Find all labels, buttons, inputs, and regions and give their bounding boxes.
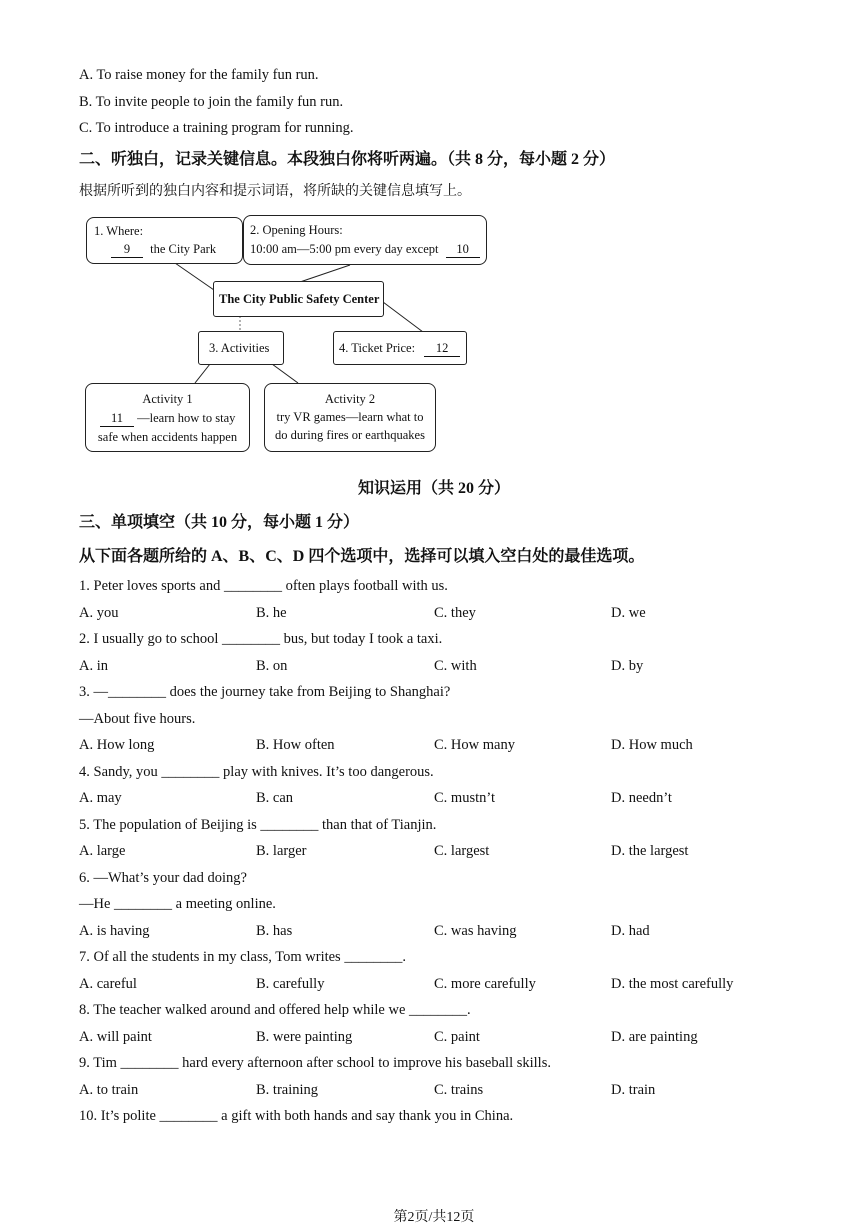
question-option[interactable]: D. the largest [611,843,689,859]
question-stem: 8. The teacher walked around and offered help while we ________. [79,1002,471,1018]
section-2-instruction: 根据所听到的独白内容和提示词语，将所缺的关键信息填写上。 [79,184,471,199]
question-stem: 2. I usually go to school ________ bus, but today I took a taxi. [79,631,443,647]
listening-option-a: A. To raise money for the family fun run. [79,67,319,83]
question-stem: 7. Of all the students in my class, Tom writes ________. [79,949,406,965]
question-option[interactable]: A. to train [79,1082,139,1098]
question-option[interactable]: A. in [79,658,108,674]
question-dialogue-line: —He ________ a meeting online. [79,896,276,912]
question-option[interactable]: B. can [256,790,294,806]
listening-option-c: C. To introduce a training program for running. [79,120,354,136]
question-stem: 10. It’s polite ________ a gift with both hands and say thank you in China. [79,1108,514,1124]
question-option[interactable]: B. were painting [256,1029,353,1045]
activity-1-line1: —learn how to stay [137,411,236,425]
question-option[interactable]: B. training [256,1082,319,1098]
hours-box [243,215,487,265]
question-option[interactable]: A. may [79,790,122,806]
question-option[interactable]: D. we [611,605,646,621]
question-option[interactable]: B. carefully [256,976,325,992]
question-stem: 5. The population of Beijing is ________ than that of Tianjin. [79,817,437,833]
section-3-title: 三、单项填空（共 10 分，每小题 1 分） [79,514,360,531]
section-3-instruction: 从下面各题所给的 A、B、C、D 四个选项中，选择可以填入空白处的最佳选项。 [79,548,645,565]
activity-2-line1: try VR games—learn what to [276,410,424,424]
activities-label: 3. Activities [209,341,270,355]
question-option[interactable]: A. will paint [79,1029,152,1045]
knowledge-title: 知识运用（共 20 分） [357,480,510,497]
section-2-title: 二、听独白，记录关键信息。本段独白你将听两遍。（共 8 分，每小题 2 分） [79,151,616,168]
question-option[interactable]: B. on [256,658,288,674]
question-option[interactable]: B. he [256,605,287,621]
question-option[interactable]: C. How many [434,737,515,753]
question-option[interactable]: D. are painting [611,1029,698,1045]
question-stem: 1. Peter loves sports and ________ often plays football with us. [79,578,448,594]
listening-option-b: B. To invite people to join the family fun run. [79,94,344,110]
page-footer: 第2页/共12页 [393,1210,475,1225]
question-option[interactable]: D. How much [611,737,693,753]
question-option[interactable]: C. trains [434,1082,484,1098]
question-option[interactable]: C. largest [434,843,490,859]
question-stem: 6. —What’s your dad doing? [79,870,247,886]
question-stem: 3. —________ does the journey take from Beijing to Shanghai? [79,684,451,700]
question-option[interactable]: C. paint [434,1029,480,1045]
question-option[interactable]: D. needn’t [611,790,672,806]
question-stem: 4. Sandy, you ________ play with knives. It’s too dangerous. [79,764,434,780]
question-option[interactable]: C. with [434,658,477,674]
blank-12[interactable]: 12 [424,340,460,357]
hours-label: 2. Opening Hours: [250,223,343,237]
question-option[interactable]: A. you [79,605,119,621]
center-box [213,281,384,317]
activity-1-line2: safe when accidents happen [97,430,238,444]
where-label: 1. Where: [94,224,144,238]
question-option[interactable]: D. the most carefully [611,976,734,992]
question-option[interactable]: D. had [611,923,650,939]
activities-box [198,331,284,365]
question-option[interactable]: A. is having [79,923,150,939]
question-option[interactable]: D. by [611,658,644,674]
blank-9[interactable]: 9 [111,241,143,258]
ticket-label: 4. Ticket Price: [339,341,416,355]
activity-2-title: Activity 2 [324,392,376,406]
activity-1-box [85,383,250,452]
blank-10[interactable]: 10 [446,241,480,258]
activity-2-box [264,383,436,452]
activity-1-title: Activity 1 [142,392,193,406]
question-option[interactable]: B. How often [256,737,335,753]
question-option[interactable]: B. larger [256,843,307,859]
question-option[interactable]: C. mustn’t [434,790,495,806]
where-box [86,217,243,264]
question-option[interactable]: A. large [79,843,126,859]
question-option[interactable]: A. careful [79,976,137,992]
question-stem: 9. Tim ________ hard every afternoon after school to improve his baseball skills. [79,1055,551,1071]
question-dialogue-line: —About five hours. [79,711,196,727]
question-option[interactable]: A. How long [79,737,155,753]
hours-text: 10:00 am—5:00 pm every day except [250,242,439,256]
question-option[interactable]: C. more carefully [434,976,536,992]
blank-11[interactable]: 11 [100,410,134,427]
question-option[interactable]: C. they [434,605,476,621]
activity-2-line2: do during fires or earthquakes [275,428,425,442]
where-text: the City Park [150,242,217,256]
question-option[interactable]: D. train [611,1082,656,1098]
ticket-box [333,331,467,365]
question-option[interactable]: C. was having [434,923,517,939]
center-title: The City Public Safety Center [219,292,380,306]
question-option[interactable]: B. has [256,923,293,939]
